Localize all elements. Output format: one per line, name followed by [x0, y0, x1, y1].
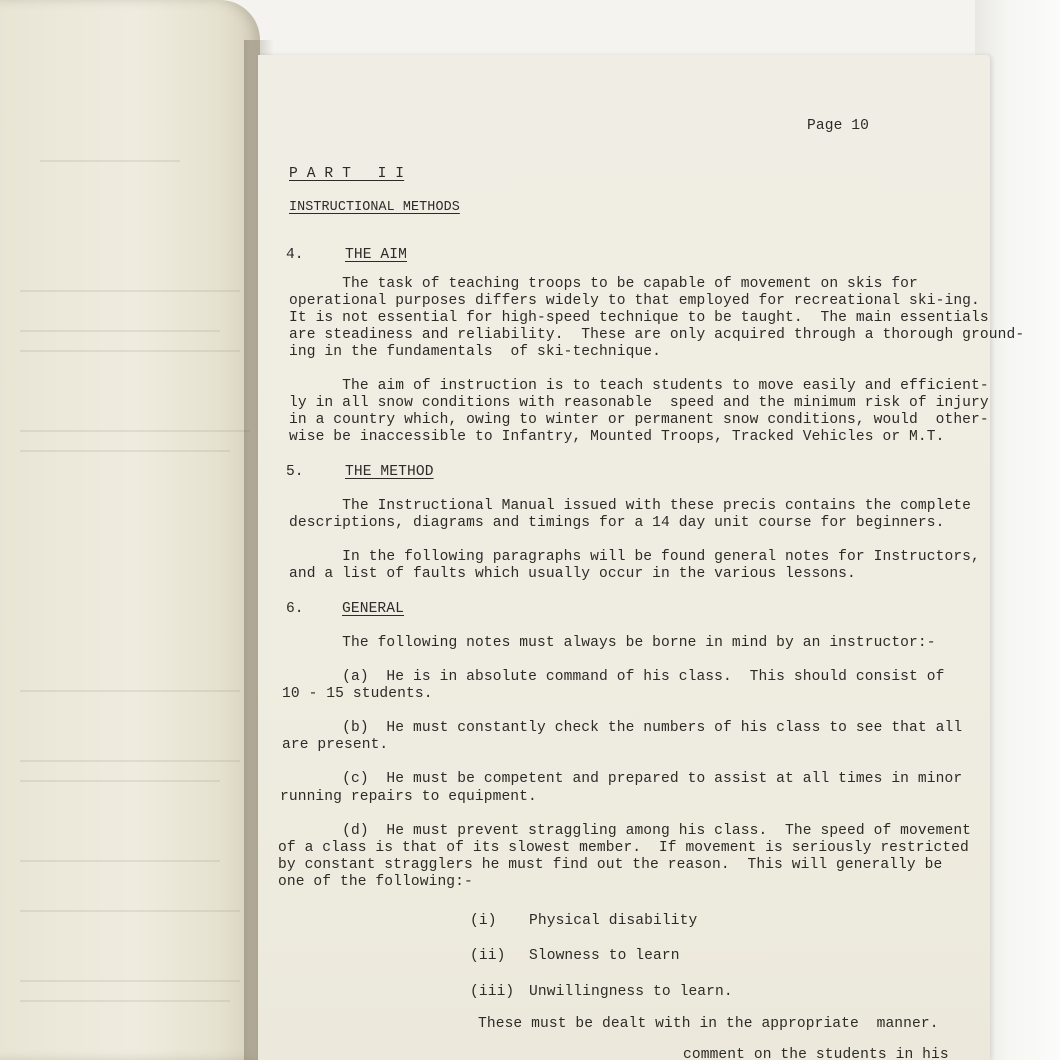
text-line: The task of teaching troops to be capable of movement on skis for	[289, 276, 918, 292]
text-line: descriptions, diagrams and timings for a 14 day unit course for beginners.	[289, 515, 945, 531]
section-number: 6.	[286, 601, 304, 617]
text-line: ing in the fundamentals of ski-technique.	[289, 344, 662, 360]
text-line: (b) He must constantly check the numbers of his class to see that all	[289, 720, 963, 736]
list-label: (iii)	[470, 984, 515, 1000]
text-line: It is not essential for high-speed technique to be taught. The main essentials	[289, 310, 989, 326]
text-line: The following notes must always be borne in mind by an instructor:-	[289, 635, 936, 651]
section-heading: INSTRUCTIONAL METHODS	[289, 200, 460, 215]
section-title: THE AIM	[345, 247, 408, 263]
list-item: Unwillingness to learn.	[529, 984, 733, 1000]
text-line: one of the following:-	[278, 874, 473, 890]
text-line: ly in all snow conditions with reasonable speed and the minimum risk of injury	[289, 395, 989, 411]
text-line: are steadiness and reliability. These are only acquired through a thorough ground-	[289, 327, 1025, 343]
text-line: operational purposes differs widely to that employed for recreational ski-ing.	[289, 293, 980, 309]
cut-off-line: comment on the students in his	[683, 1047, 949, 1060]
list-label: (ii)	[470, 948, 506, 964]
text-line: in a country which, owing to winter or permanent snow conditions, would other-	[289, 412, 989, 428]
section-number: 5.	[286, 464, 304, 480]
part-heading: P A R T I I	[289, 166, 405, 182]
section-number: 4.	[286, 247, 304, 263]
list-item: Physical disability	[529, 913, 698, 929]
section-title: THE METHOD	[345, 464, 434, 480]
list-item: Slowness to learn	[529, 948, 680, 964]
text-line: running repairs to equipment.	[280, 789, 537, 805]
text-line: by constant stragglers he must find out the reason. This will generally be	[278, 857, 943, 873]
text-line: are present.	[282, 737, 389, 753]
left-page	[0, 0, 260, 1060]
section-title: GENERAL	[342, 601, 405, 617]
text-line: wise be inaccessible to Infantry, Mounted Troops, Tracked Vehicles or M.T.	[289, 429, 945, 445]
text-line: of a class is that of its slowest member. If movement is seriously restricted	[278, 840, 969, 856]
text-line: (a) He is in absolute command of his class. This should consist of	[289, 669, 945, 685]
page-number: Page 10	[807, 118, 870, 134]
text-line: 10 - 15 students.	[282, 686, 433, 702]
list-label: (i)	[470, 913, 497, 929]
text-line: The aim of instruction is to teach students to move easily and efficient-	[289, 378, 989, 394]
text-line: (c) He must be competent and prepared to assist at all times in minor	[289, 771, 963, 787]
closing-line: These must be dealt with in the appropriate manner.	[478, 1016, 939, 1032]
text-line: In the following paragraphs will be found general notes for Instructors,	[289, 549, 980, 565]
text-line: The Instructional Manual issued with these precis contains the complete	[289, 498, 972, 514]
text-line: and a list of faults which usually occur in the various lessons.	[289, 566, 856, 582]
text-line: (d) He must prevent straggling among his class. The speed of movement	[289, 823, 972, 839]
